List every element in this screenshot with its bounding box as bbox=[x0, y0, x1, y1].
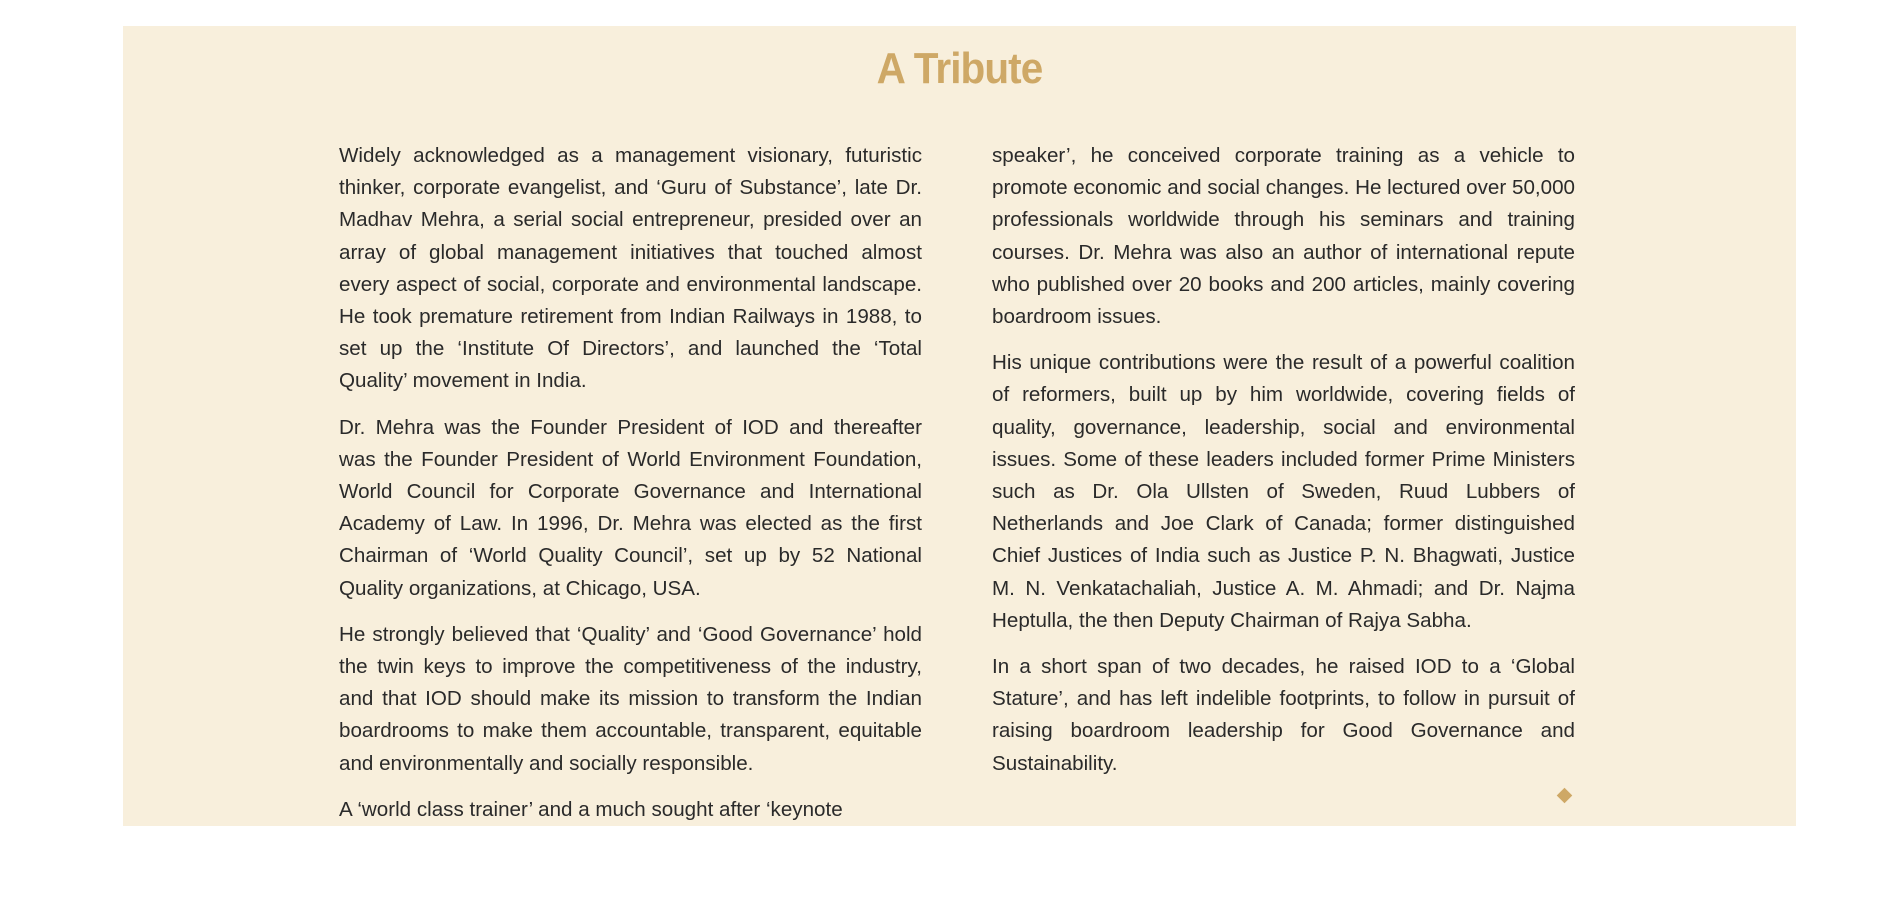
paragraph: Dr. Mehra was the Founder President of IOD and thereafter was the Founder President of World Environment Foundation, World Council for Corporate Governance and International Academy of Law. In 1996, Dr. Mehra was elected as the first Chairman of ‘World Quality Council’, set up by 52 National Quality organizations, at Chicago, USA. bbox=[339, 415, 922, 600]
paragraph: In a short span of two decades, he raised IOD to a ‘Global Stature’, and has left indelible footprints, to follow in pursuit of raising boardroom leadership for Good Governance and Sustainability. bbox=[992, 655, 1575, 775]
paragraph: speaker’, he conceived corporate training as a vehicle to promote economic and social changes. He lectured over 50,000 professionals worldwide through his seminars and training courses. Dr. Mehra was also an author of international repute who published over 20 books and 200 articles, mainly covering boardroom issues. bbox=[992, 144, 1575, 329]
right-column bbox=[992, 140, 1575, 780]
diamond-icon bbox=[1557, 788, 1573, 804]
left-column bbox=[339, 140, 922, 826]
paragraph: Widely acknowledged as a management visionary, futuristic thinker, corporate evangelist, and ‘Guru of Substance’, late Dr. Madhav Mehra, a serial social entrepreneur, presided over an array of global management initiatives that touched almost every aspect of social, corporate and environmental landscape. He took premature retirement from Indian Railways in 1988, to set up the ‘Institute Of Directors’, and launched the ‘Total Quality’ movement in India. bbox=[339, 144, 922, 393]
tribute-panel bbox=[123, 26, 1796, 826]
paragraph: He strongly believed that ‘Quality’ and ‘Good Governance’ hold the twin keys to improve the competitiveness of the industry, and that IOD should make its mission to transform the Indian boardrooms to make them accountable, transparent, equitable and environmentally and socially responsible. bbox=[339, 622, 922, 775]
paragraph: A ‘world class trainer’ and a much sought after ‘keynote bbox=[339, 797, 843, 821]
page-title: A Tribute bbox=[876, 44, 1043, 93]
paragraph: His unique contributions were the result of a powerful coalition of reformers, built up by him worldwide, covering fields of quality, governance, leadership, social and environmental issues. Some of these leaders included former Prime Ministers such as Dr. Ola Ullsten of Sweden, Ruud Lubbers of Netherlands and Joe Clark of Canada; former distinguished Chief Justices of India such as Justice P. N. Bhagwati, Justice M. N. Venkatachaliah, Justice A. M. Ahmadi; and Dr. Najma Heptulla, the then Deputy Chairman of Rajya Sabha. bbox=[992, 351, 1575, 632]
